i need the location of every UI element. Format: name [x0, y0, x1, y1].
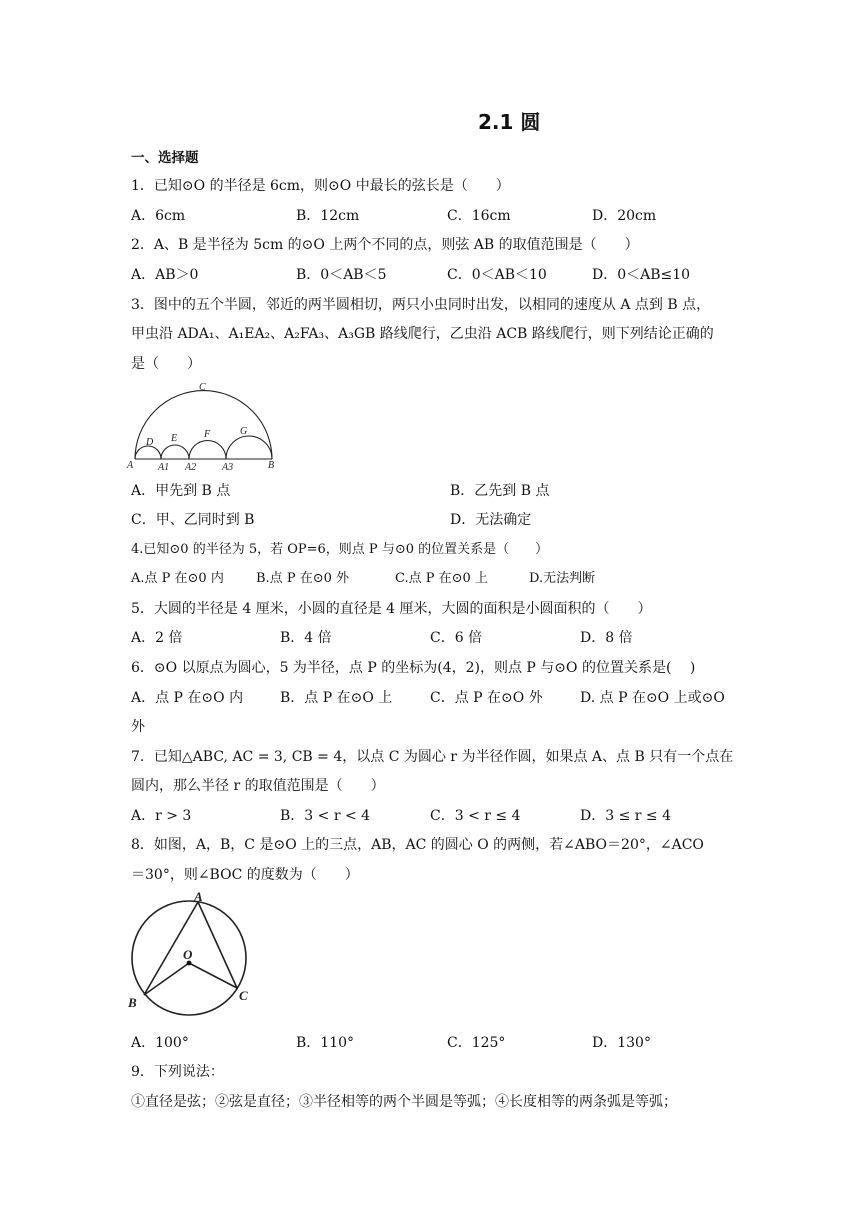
- q5-option-c: C．6 倍: [430, 630, 483, 646]
- q1-option-c: C．16cm: [447, 208, 511, 224]
- q3-stem-line3: 是（ ）: [131, 356, 201, 372]
- q5-option-a: A．2 倍: [131, 630, 183, 646]
- q6-option-a: A．点 P 在⊙O 内: [131, 690, 244, 706]
- label-a3: A3: [222, 462, 234, 473]
- q4-option-b: B.点 P 在⊙0 外: [256, 571, 349, 586]
- q4-option-d: D.无法判断: [529, 571, 596, 586]
- label-c: C: [239, 988, 248, 1003]
- q1-stem: 1．已知⊙O 的半径是 6cm，则⊙O 中最长的弦长是（ ）: [131, 178, 510, 194]
- q2-stem: 2．A、B 是半径为 5cm 的⊙O 上两个不同的点，则弦 AB 的取值范围是（ ）: [131, 237, 639, 253]
- label-f: F: [204, 429, 211, 440]
- segment-oc: [189, 963, 237, 988]
- semicircles-figure: [126, 378, 286, 476]
- label-o: O: [183, 947, 193, 962]
- q8-option-c: C．125°: [447, 1035, 506, 1051]
- q6-option-d-continued: 外: [131, 719, 145, 735]
- label-g: G: [240, 426, 248, 437]
- label-b: B: [268, 460, 275, 471]
- q8-option-b: B．110°: [296, 1035, 355, 1051]
- q3-option-c: C．甲、乙同时到 B: [131, 512, 255, 528]
- q3-stem-line1: 3．图中的五个半圆，邻近的两半圆相切，两只小虫同时出发，以相同的速度从 A 点到 B 点，: [131, 297, 711, 313]
- q7-stem-line1: 7．已知△ABC, AC = 3, CB = 4，以点 C 为圆心 r 为半径作圆，如果点 A、点 B 只有一个点在: [131, 749, 734, 765]
- q8-stem-line1: 8．如图，A，B，C 是⊙O 上的三点，AB，AC 的圆心 O 的两侧，若∠ABO＝20°，∠ACO: [131, 837, 704, 853]
- q6-option-c: C．点 P 在⊙O 外: [430, 690, 543, 706]
- q9-stem: 9．下列说法：: [131, 1064, 224, 1080]
- q8-stem-line2: ＝30°，则∠BOC 的度数为（ ）: [131, 867, 359, 883]
- q9-items: ①直径是弦；②弦是直径；③半径相等的两个半圆是等弧；④长度相等的两条弧是等弧；: [131, 1094, 677, 1110]
- q4-option-a: A.点 P 在⊙0 内: [131, 571, 224, 586]
- q3-stem-line2: 甲虫沿 ADA₁、A₁EA₂、A₂FA₃、A₃GB 路线爬行，乙虫沿 ACB 路线爬行，则下列结论正确的: [131, 326, 714, 342]
- q1-option-b: B．12cm: [296, 208, 360, 224]
- q1-option-a: A．6cm: [131, 208, 186, 224]
- q8-option-a: A．100°: [131, 1035, 189, 1051]
- q5-stem: 5．大圆的半径是 4 厘米，小圆的直径是 4 厘米，大圆的面积是小圆面积的（ ）: [131, 601, 652, 617]
- chord-ac: [198, 902, 237, 988]
- semicircle-e: [161, 445, 189, 459]
- q3-option-d: D．无法确定: [450, 512, 532, 528]
- q4-stem: 4.已知⊙0 的半径为 5，若 OP=6，则点 P 与⊙0 的位置关系是（ ）: [131, 542, 549, 557]
- page-title: 2.1 圆: [478, 110, 541, 134]
- section-heading: 一、选择题: [131, 150, 199, 166]
- label-d: D: [146, 437, 154, 448]
- label-a: A: [194, 889, 203, 904]
- q2-option-c: C．0＜AB＜10: [447, 267, 547, 283]
- label-a1: A1: [158, 462, 170, 473]
- q4-option-c: C.点 P 在⊙0 上: [395, 571, 488, 586]
- q7-option-a: A．r > 3: [131, 808, 192, 824]
- label-b: B: [128, 995, 137, 1010]
- q7-option-c: C．3 < r ≤ 4: [430, 808, 521, 824]
- q2-option-d: D．0＜AB≤10: [592, 267, 691, 283]
- circle-figure: [124, 888, 264, 1016]
- label-a2: A2: [185, 462, 197, 473]
- semicircle-f: [189, 441, 226, 460]
- q7-stem-line2: 圆内，那么半径 r 的取值范围是（ ）: [131, 778, 385, 794]
- q2-option-a: A．AB＞0: [131, 267, 199, 283]
- q1-option-d: D．20cm: [592, 208, 657, 224]
- q6-option-b: B．点 P 在⊙O 上: [280, 690, 393, 706]
- label-c: C: [199, 382, 206, 393]
- q3-option-b: B．乙先到 B 点: [450, 483, 550, 499]
- label-e: E: [171, 433, 178, 444]
- q6-option-d: D. 点 P 在⊙O 上或⊙O: [580, 690, 725, 706]
- q8-option-d: D．130°: [592, 1035, 651, 1051]
- q7-option-d: D．3 ≤ r ≤ 4: [580, 808, 671, 824]
- q5-option-b: B．4 倍: [280, 630, 332, 646]
- q6-stem: 6．⊙O 以原点为圆心，5 为半径，点 P 的坐标为(4，2)，则点 P 与⊙O 的位置关系是( ): [131, 660, 696, 676]
- segment-bo: [144, 963, 189, 995]
- label-a: A: [127, 460, 134, 471]
- q7-option-b: B．3 < r < 4: [280, 808, 371, 824]
- q5-option-d: D．8 倍: [580, 630, 633, 646]
- semicircle-g: [226, 436, 272, 459]
- q2-option-b: B．0＜AB＜5: [296, 267, 387, 283]
- q3-option-a: A．甲先到 B 点: [131, 483, 231, 499]
